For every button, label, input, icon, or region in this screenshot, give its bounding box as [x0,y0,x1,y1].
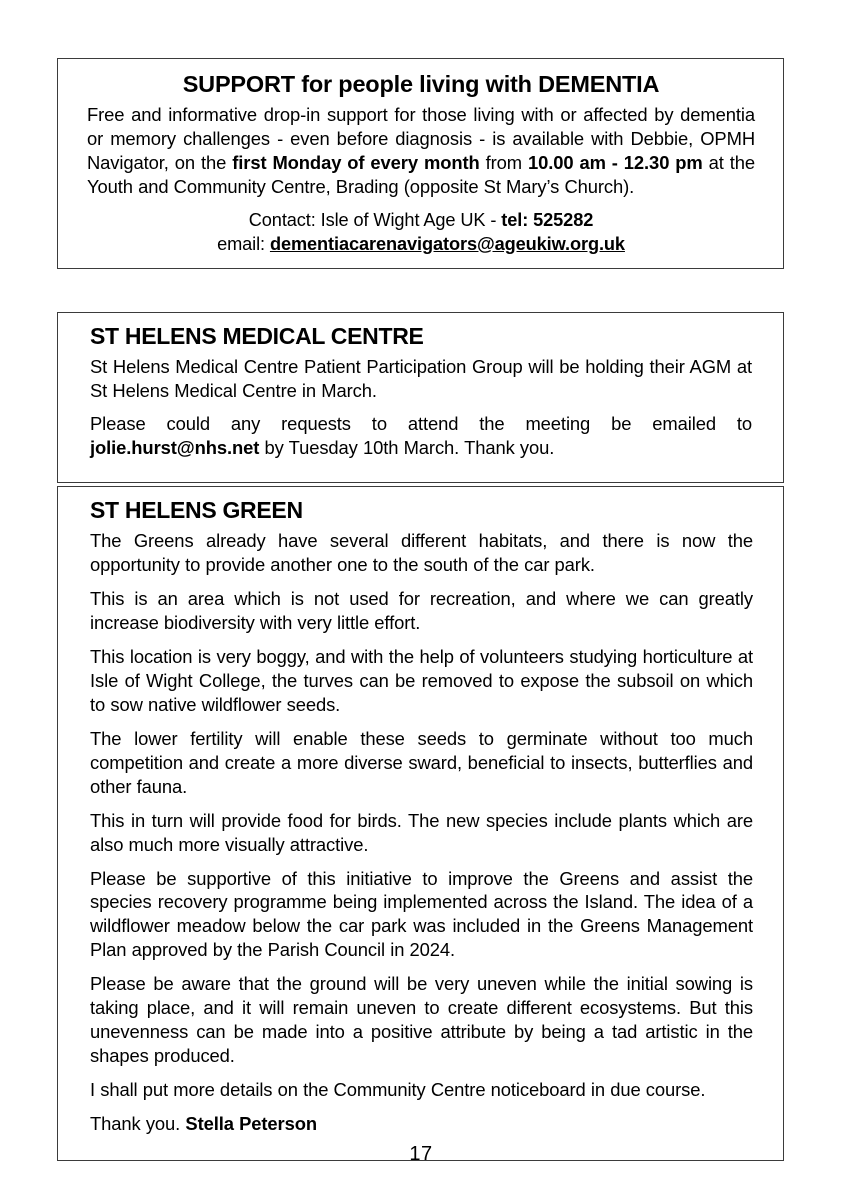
dementia-intro-text-b: from [479,151,528,173]
dementia-email-label: email: [217,233,270,254]
green-signoff-author: Stella Peterson [185,1112,317,1134]
box-content [58,323,783,482]
dementia-intro-paragraph [87,103,755,199]
page-title-dementia-support: SUPPORT for people living with DEMENTIA [182,71,660,97]
dementia-intro-text-c: at the Youth and Community Centre, Brading (opposite St Mary’s Church). [87,151,756,197]
dementia-email-line [87,232,755,256]
dementia-contact-phone: tel: 525282 [501,209,594,230]
page-number: 17 [409,1143,433,1165]
green-paragraph: This location is very boggy, and with the help of volunteers studying horticulture at Isle of Wight College, the turves can be removed to expose the subsoil on which to sow native wildflower seeds. [90,646,753,715]
page-title-medical-centre: ST HELENS MEDICAL CENTRE [90,323,424,349]
box-content [58,497,783,1160]
medical-paragraph-agm: St Helens Medical Centre Patient Participation Group will be holding their AGM at St Helens Medical Centre in March. [90,356,752,402]
dementia-schedule-time: 10.00 am - 12.30 pm [527,151,703,173]
green-signoff-text: Thank you. [90,1112,186,1134]
box-content [58,71,783,268]
page-title-st-helens-green: ST HELENS GREEN [90,497,303,523]
green-paragraph: I shall put more details on the Community Centre noticeboard in due course. [90,1078,706,1100]
notice-box-st-helens-green [57,486,784,1161]
dementia-intro-text-a: Free and informative drop-in support for those living with or affected by dementia or memory challenges - even before diagnosis - is available with Debbie, OPMH Navigator, on the [87,104,755,173]
medical-requests-text-a: Please could any requests to attend the meeting be emailed to [90,413,752,435]
dementia-contact-label: Contact: Isle of Wight Age UK - [248,209,502,230]
medical-paragraph-requests [90,412,752,460]
dementia-email-link[interactable]: dementiacarenavigators@ageukiw.org.uk [269,233,625,254]
green-paragraph: The lower fertility will enable these seeds to germinate without too much competition and create a more diverse sward, beneficial to insects, butterflies and other fauna. [90,727,753,797]
green-paragraph: The Greens already have several different habitats, and there is now the opportunity to provide another one to the south of the car park. [90,530,753,576]
green-paragraph: This is an area which is not used for recreation, and where we can greatly increase biodiversity with very little effort. [90,588,753,634]
dementia-contact-line [87,208,755,232]
dementia-schedule-day: first Monday of every month [232,151,480,173]
green-paragraph: Please be aware that the ground will be very uneven while the initial sowing is taking place, and it will remain uneven to create different ecosystems. But this unevenness can be made into a positive attribute by being a tad artistic in the shapes produced. [90,973,753,1066]
notice-box-dementia-support [57,58,784,269]
green-signoff [90,1112,753,1136]
medical-email-link[interactable]: jolie.hurst@nhs.net [90,437,260,459]
notice-box-medical-centre [57,312,784,483]
green-paragraph: This in turn will provide food for birds. The new species include plants which are also much more visually attractive. [90,809,753,855]
medical-requests-text-b: by Tuesday 10th March. Thank you. [259,437,555,459]
green-paragraph: Please be supportive of this initiative to improve the Greens and assist the species recovery programme being implemented across the Island. The idea of a wildflower meadow below the car park was included in the Greens Management Plan approved by the Parish Council in 2024. [90,867,753,961]
